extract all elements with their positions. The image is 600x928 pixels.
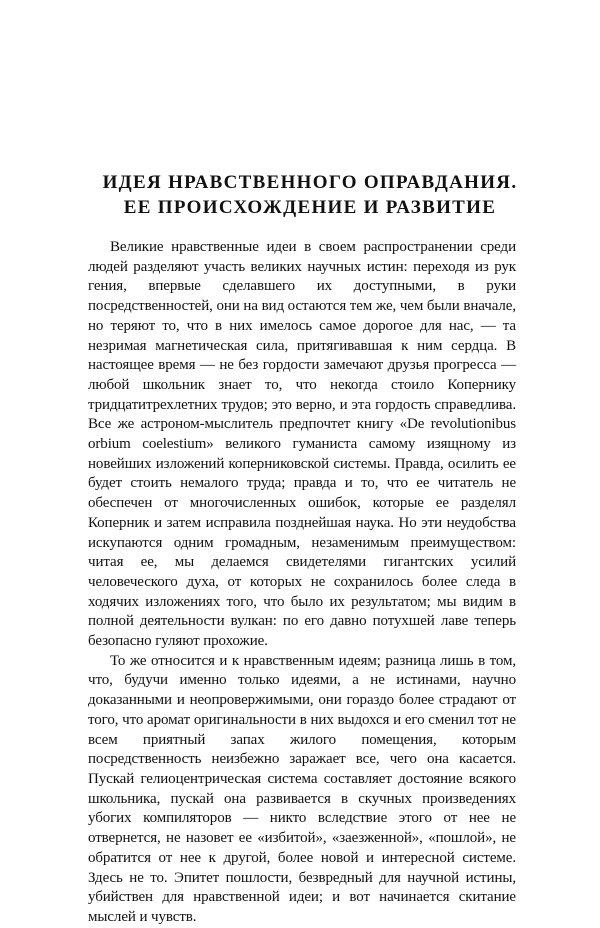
paragraph-1: Великие нравственные идеи в своем распространении среди людей разделяют участь великих научных истин: переходя из рук гения, впервые сделавшего их доступными, в руки посредственностей, они на вид остаются тем же, чем были вначале, но теряют то, что в них имелось самое дорогое для нас, — та незримая магнетическая сила, притягивавшая к ним сердца. В настоящее время — не без гордости замечают друзья прогресса — любой школьник знает то, что некогда стоило Копернику тридцатитрехлетних трудов; это верно, и эта гордость справедлива. Все же астроном-мыслитель предпочтет книгу «De revolutionibus orbium coelestium» великого гуманиста самому изящному из новейших изложений коперниковской системы. Правда, осилить ее будет стоить немалого труда; правда и то, что ее читатель не обеспечен от многочисленных ошибок, которые ее разделял Коперник и затем исправила позднейшая наука. Но эти неудобства искупаются одним громадным, незаменимым преимуществом: читая ее, мы делаемся свидетелями гигантских усилий человеческого духа, от которых не сохранилось более следа в ходячих изложениях того, что было их результатом; мы видим в полной деятельности вулкан: по его давно потухшей лаве теперь безопасно гуляют прохожие. [88, 239, 516, 650]
paragraph-2: То же относится и к нравственным идеям; разница лишь в том, что, будучи именно только идеями, а не истинами, научно доказанными и неопровержимыми, они гораздо более страдают от того, что аромат оригинальности в них выдохся и его сменил тот не всем приятный запах жилого помещения, которым посредственность неизбежно заражает все, чего она касается. Пускай гелиоцентрическая система составляет достояние всякого школьника, пускай она развивается в скучных произведениях убогих компиляторов — никто вследствие этого от нее не отвернется, не назовет ее «избитой», «заезженной», «пошлой», не обратится от нее к другой, более новой и интересной системе. Здесь не то. Эпитет пошлости, безвредный для научной истины, убийствен для нравственной идеи; и вот начинается скитание мыслей и чувств. [88, 652, 516, 925]
chapter-title-line-1: ИДЕЯ НРАВСТВЕННОГО ОПРАВДАНИЯ. [102, 172, 518, 193]
chapter-title-line-2: ЕЕ ПРОИСХОЖДЕНИЕ И РАЗВИТИЕ [123, 197, 497, 218]
body-text [88, 238, 516, 928]
chapter-title [100, 170, 520, 220]
